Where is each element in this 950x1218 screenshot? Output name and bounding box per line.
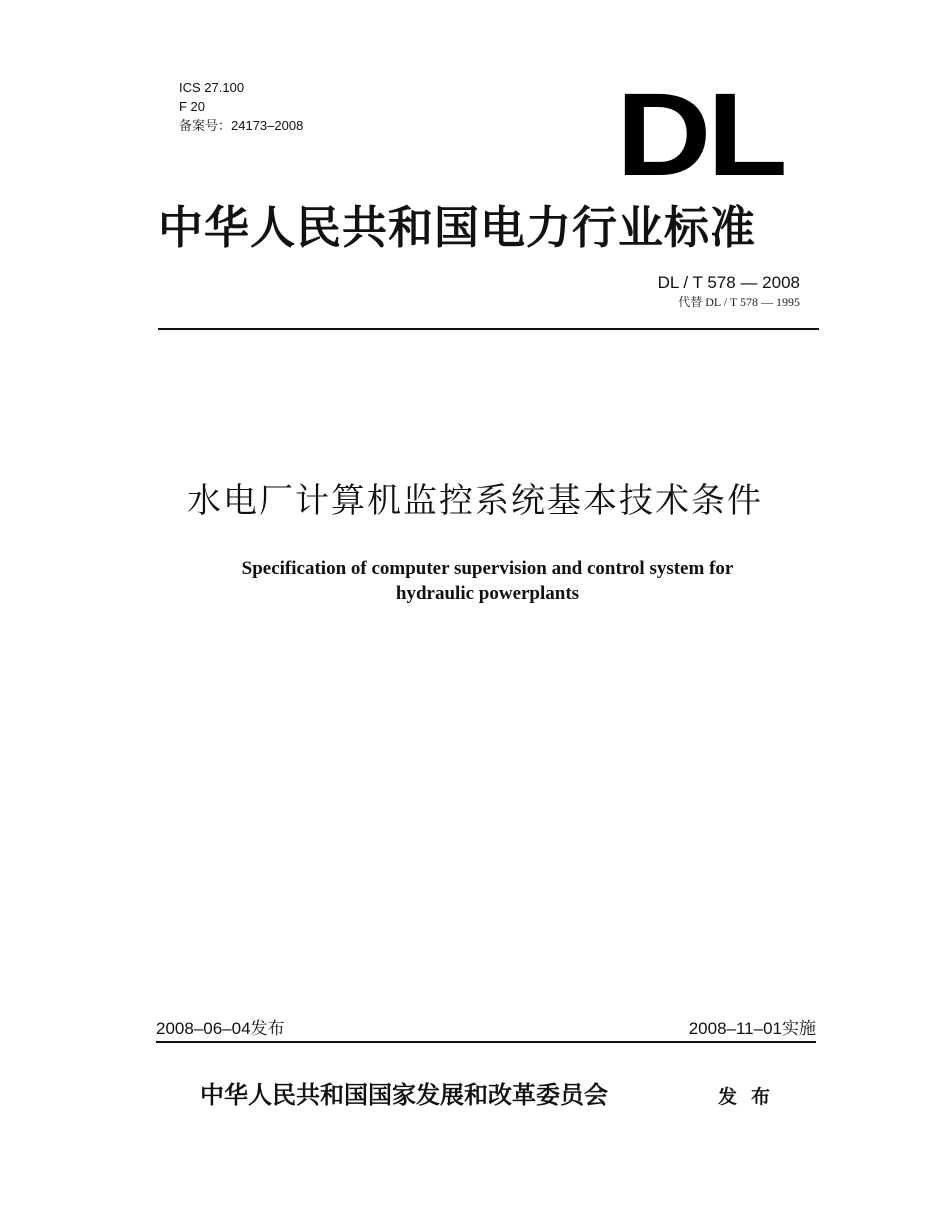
document-title-english [0, 556, 950, 606]
standard-number-block [658, 272, 800, 310]
class-code: F 20 [179, 99, 206, 114]
publisher-name: 中华人民共和国国家发展和改革委员会 [200, 1080, 608, 1109]
ics-code: ICS 27.100 [179, 80, 245, 95]
implementation-date: 2008–11–01实施 [688, 1019, 816, 1038]
publish-label: 发布 [718, 1086, 785, 1108]
english-title-line-2: hydraulic powerplants [395, 583, 580, 604]
footer-divider [156, 1041, 816, 1043]
record-number: 备案号：24173–2008 [179, 118, 304, 133]
dl-logo: DL [616, 69, 784, 201]
replaces-code: 代替 DL / T 578 — 1995 [678, 295, 800, 309]
english-title-line-1: Specification of computer supervision and control system for [241, 558, 734, 579]
standard-code: DL / T 578 — 2008 [657, 273, 800, 292]
document-title-chinese: 水电厂计算机监控系统基本技术条件 [187, 481, 763, 521]
standard-category-title: 中华人民共和国电力行业标准 [158, 201, 757, 254]
issue-date: 2008–06–04发布 [156, 1019, 285, 1038]
header-divider [158, 328, 819, 330]
classification-block [179, 78, 303, 135]
